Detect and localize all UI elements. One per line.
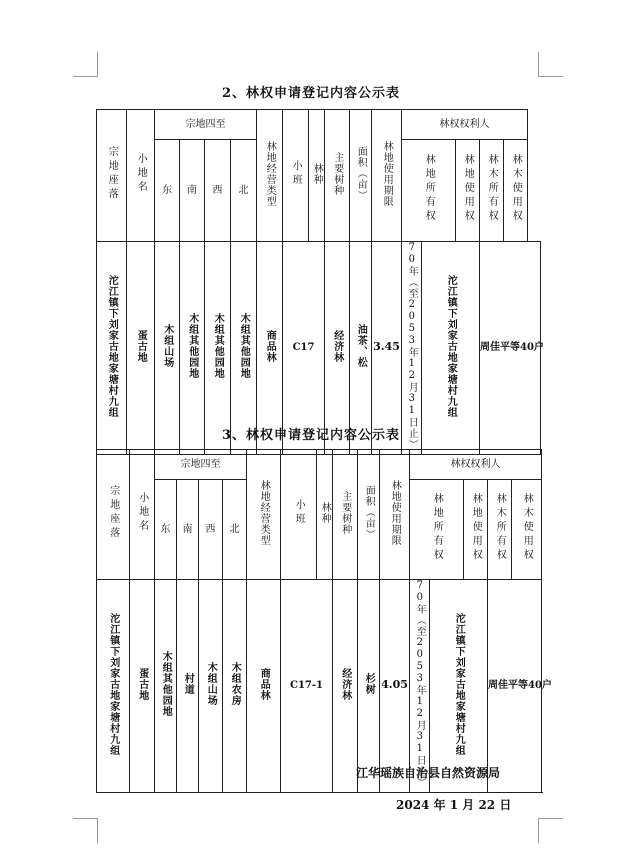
- header-land-owner: 林地所有权: [402, 140, 456, 242]
- header-north: 北: [223, 480, 247, 580]
- header-location: 宗地座落: [97, 110, 127, 242]
- header-small-name: 小地名: [130, 450, 155, 580]
- header-area: 面积（亩）: [358, 450, 380, 580]
- header-land-user: 林地使用权: [456, 140, 480, 242]
- header-rights: 林权权利人: [410, 450, 542, 480]
- cell-area: 3.45: [372, 242, 402, 455]
- cell-land-owner: 沱江镇下刘家古地家塘村九组: [422, 242, 480, 455]
- header-forest-type: 林种: [309, 110, 325, 242]
- header-mgmt-type: 林地经营类型: [247, 450, 281, 580]
- header-south: 南: [177, 480, 199, 580]
- cell-subcompartment: C17-1: [281, 580, 333, 793]
- header-main-species: 主要树种: [333, 450, 358, 580]
- issue-date: 2024 年 1 月 22 日: [396, 798, 512, 812]
- registration-table-3: [96, 449, 552, 793]
- header-subcompartment: 小班: [281, 450, 317, 580]
- cell-main-species: 油茶、松: [350, 242, 372, 455]
- cell-main-species: 杉树: [358, 580, 380, 793]
- header-boundaries: 宗地四至: [155, 450, 247, 480]
- crop-mark-top-right: [538, 52, 563, 77]
- header-south: 南: [180, 140, 205, 242]
- header-small-name: 小地名: [127, 110, 155, 242]
- cell-subcompartment: C17: [283, 242, 325, 455]
- cell-location: 沱江镇下刘家古地家塘村九组: [97, 242, 127, 455]
- cell-south: 村道: [177, 580, 199, 793]
- header-tree-owner: 林木所有权: [488, 480, 512, 580]
- cell-east: 木组其他园地: [155, 580, 177, 793]
- header-east: 东: [155, 140, 180, 242]
- cell-rights-holders: 周佳平等40户: [480, 242, 541, 455]
- cell-term: 70年（至2053年12月31日止）: [402, 242, 422, 455]
- cell-north: 木组其他园地: [231, 242, 257, 455]
- cell-mgmt-type: 商品林: [247, 580, 281, 793]
- registration-table-2: [96, 109, 544, 455]
- header-forest-type: 林种: [317, 450, 333, 580]
- header-main-species: 主要树种: [325, 110, 350, 242]
- crop-mark-top-left: [73, 52, 98, 77]
- cell-south: 木组其他园地: [180, 242, 205, 455]
- issuing-organization: 江华瑶族自治县自然资源局: [356, 766, 501, 780]
- cell-mgmt-type: 商品林: [257, 242, 283, 455]
- header-area: 面积（亩）: [350, 110, 372, 242]
- header-term: 林地使用期限: [372, 110, 402, 242]
- cell-north: 木组农房: [223, 580, 247, 793]
- header-boundaries: 宗地四至: [155, 110, 257, 140]
- section-3-title: 3、林权申请登记内容公示表: [222, 428, 401, 443]
- cell-small-name: 蛋古地: [127, 242, 155, 455]
- header-west: 西: [199, 480, 223, 580]
- cell-location: 沱江镇下刘家古地家塘村九组: [97, 580, 130, 793]
- cell-forest-type: 经济林: [333, 580, 358, 793]
- cell-area: 4.05: [380, 580, 410, 793]
- cell-small-name: 蛋古地: [130, 580, 155, 793]
- header-east: 东: [155, 480, 177, 580]
- header-subcompartment: 小班: [283, 110, 309, 242]
- header-location: 宗地座落: [97, 450, 130, 580]
- crop-mark-bottom-right: [538, 818, 563, 843]
- header-rights: 林权权利人: [402, 110, 528, 140]
- crop-mark-bottom-left: [73, 818, 98, 843]
- cell-rights-holders: 周佳平等40户: [488, 580, 542, 793]
- header-land-user: 林地使用权: [464, 480, 488, 580]
- cell-west: 木组其他园地: [205, 242, 231, 455]
- header-north: 北: [231, 140, 257, 242]
- cell-term: 70年（至2053年12月31日止）: [410, 580, 430, 793]
- header-land-owner: 林地所有权: [410, 480, 464, 580]
- cell-east: 木组山场: [155, 242, 180, 455]
- header-tree-user: 林木使用权: [504, 140, 528, 242]
- cell-forest-type: 经济林: [325, 242, 350, 455]
- header-tree-owner: 林木所有权: [480, 140, 504, 242]
- header-mgmt-type: 林地经营类型: [257, 110, 283, 242]
- cell-west: 木组山场: [199, 580, 223, 793]
- section-2-title: 2、林权申请登记内容公示表: [222, 86, 401, 101]
- cell-land-owner: 沱江镇下刘家古地家塘村九组: [430, 580, 488, 793]
- header-term: 林地使用期限: [380, 450, 410, 580]
- header-west: 西: [205, 140, 231, 242]
- header-tree-user: 林木使用权: [512, 480, 542, 580]
